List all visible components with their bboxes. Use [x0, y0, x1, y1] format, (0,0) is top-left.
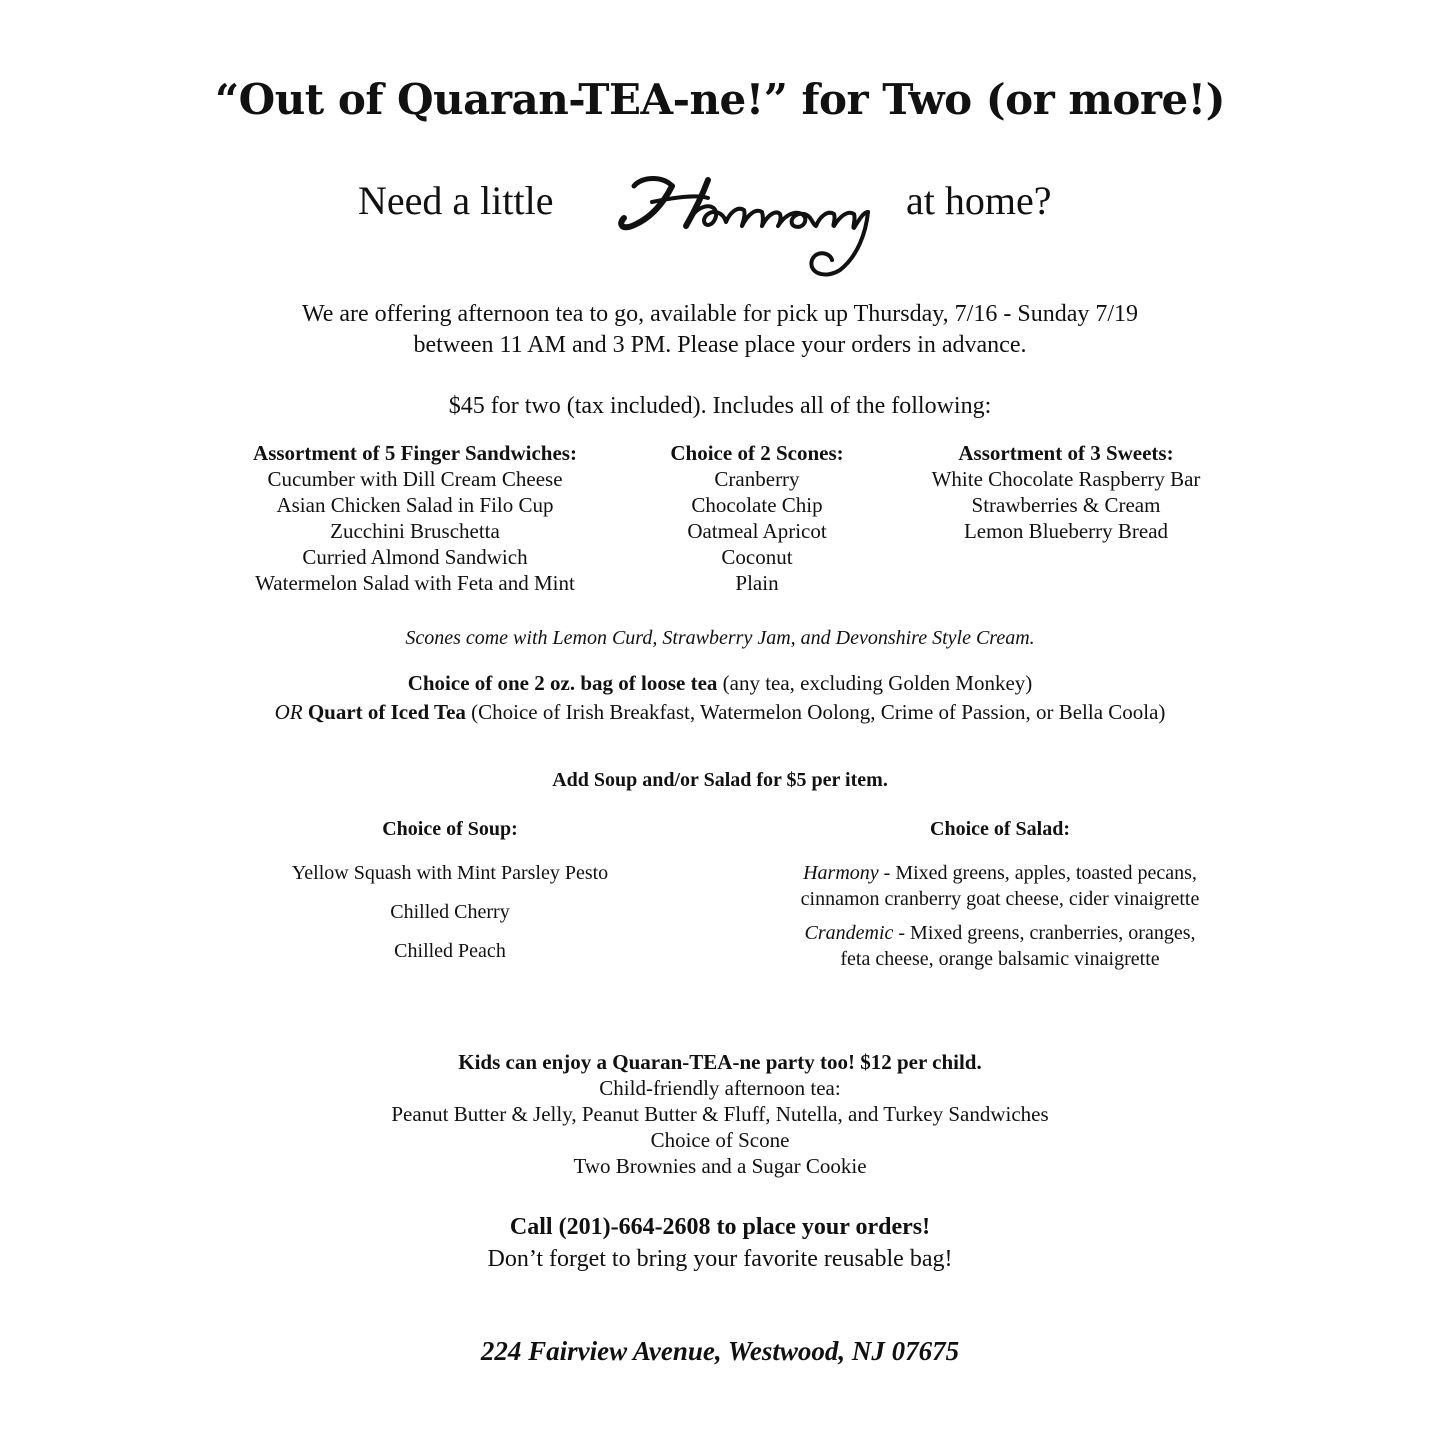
salad-heading: Choice of Salad: — [930, 818, 1070, 840]
list-item: Lemon Blueberry Bread — [963, 519, 1169, 543]
price-line: $45 for two (tax included). Includes all of the following: — [448, 393, 992, 419]
list-item: Coconut — [721, 545, 793, 569]
or-label: OR — [274, 700, 303, 724]
tea-choice — [0, 669, 1440, 727]
kids-heading: Kids can enjoy a Quaran-TEA-ne party too! $12 per child. — [458, 1050, 982, 1074]
kids-section — [0, 1049, 1440, 1179]
tagline — [0, 172, 1440, 282]
salad-desc: - Mixed greens, cranberries, oranges, feta cheese, orange balsamic vinaigrette — [840, 922, 1196, 970]
list-item — [800, 860, 1200, 912]
intro-line-2: between 11 AM and 3 PM. Please place your orders in advance. — [413, 332, 1027, 358]
salad-column — [770, 816, 1230, 980]
sandwiches-heading: Assortment of 5 Finger Sandwiches: — [253, 441, 577, 465]
address: 224 Fairview Avenue, Westwood, NJ 07675 — [480, 1336, 960, 1366]
scones-note: Scones come with Lemon Curd, Strawberry Jam, and Devonshire Style Cream. — [405, 627, 1035, 649]
tagline-before: Need a little — [358, 178, 554, 223]
list-item: Chilled Cherry — [390, 901, 510, 923]
intro-line-1: We are offering afternoon tea to go, available for pick up Thursday, 7/16 - Sunday 7/19 — [301, 301, 1139, 327]
sweets-heading: Assortment of 3 Sweets: — [958, 441, 1174, 465]
loose-tea-detail: (any tea, excluding Golden Monkey) — [717, 671, 1033, 695]
tea-line-2 — [0, 698, 1440, 727]
iced-tea-label: Quart of Iced Tea — [307, 700, 466, 724]
call-subline: Don’t forget to bring your favorite reusable bag! — [487, 1246, 953, 1272]
sandwiches-column — [196, 440, 634, 596]
intro-text — [0, 299, 1440, 361]
soup-column — [200, 816, 700, 977]
list-item: Watermelon Salad with Feta and Mint — [255, 571, 575, 595]
list-item: Zucchini Bruschetta — [330, 519, 500, 543]
soup-heading: Choice of Soup: — [382, 818, 518, 840]
tagline-after: at home? — [906, 178, 1052, 223]
loose-tea-label: Choice of one 2 oz. bag of loose tea — [407, 671, 718, 695]
salad-name: Crandemic — [804, 922, 894, 944]
addon-heading: Add Soup and/or Salad for $5 per item. — [552, 769, 888, 791]
scones-heading: Choice of 2 Scones: — [670, 441, 844, 465]
list-item: Two Brownies and a Sugar Cookie — [573, 1154, 867, 1178]
list-item: Child-friendly afternoon tea: — [599, 1076, 841, 1100]
iced-tea-detail: (Choice of Irish Breakfast, Watermelon Oolong, Crime of Passion, or Bella Coola) — [465, 700, 1166, 724]
list-item: White Chocolate Raspberry Bar — [931, 467, 1201, 491]
scones-column — [626, 440, 888, 596]
list-item: Chocolate Chip — [691, 493, 823, 517]
list-item: Curried Almond Sandwich — [302, 545, 528, 569]
list-item: Asian Chicken Salad in Filo Cup — [276, 493, 554, 517]
list-item: Yellow Squash with Mint Parsley Pesto — [291, 862, 609, 884]
harmony-logo — [612, 172, 882, 282]
list-item: Oatmeal Apricot — [687, 519, 827, 543]
tea-line-1 — [0, 669, 1440, 698]
list-item: Cranberry — [714, 467, 800, 491]
salad-desc: - Mixed greens, apples, toasted pecans, cinnamon cranberry goat cheese, cider vinaigrette — [800, 862, 1200, 910]
list-item: Chilled Peach — [394, 940, 506, 962]
list-item: Cucumber with Dill Cream Cheese — [267, 467, 563, 491]
list-item: Choice of Scone — [650, 1128, 790, 1152]
page-title: “Out of Quaran-TEA-ne!” for Two (or more!) — [215, 75, 1225, 124]
list-item: Peanut Butter & Jelly, Peanut Butter & Fluff, Nutella, and Turkey Sandwiches — [391, 1102, 1049, 1126]
list-item — [800, 920, 1200, 972]
list-item: Strawberries & Cream — [971, 493, 1161, 517]
call-section — [0, 1211, 1440, 1275]
list-item: Plain — [735, 571, 779, 595]
salad-name: Harmony — [803, 862, 879, 884]
sweets-column — [892, 440, 1240, 544]
call-heading: Call (201)-664-2608 to place your orders! — [509, 1214, 931, 1240]
